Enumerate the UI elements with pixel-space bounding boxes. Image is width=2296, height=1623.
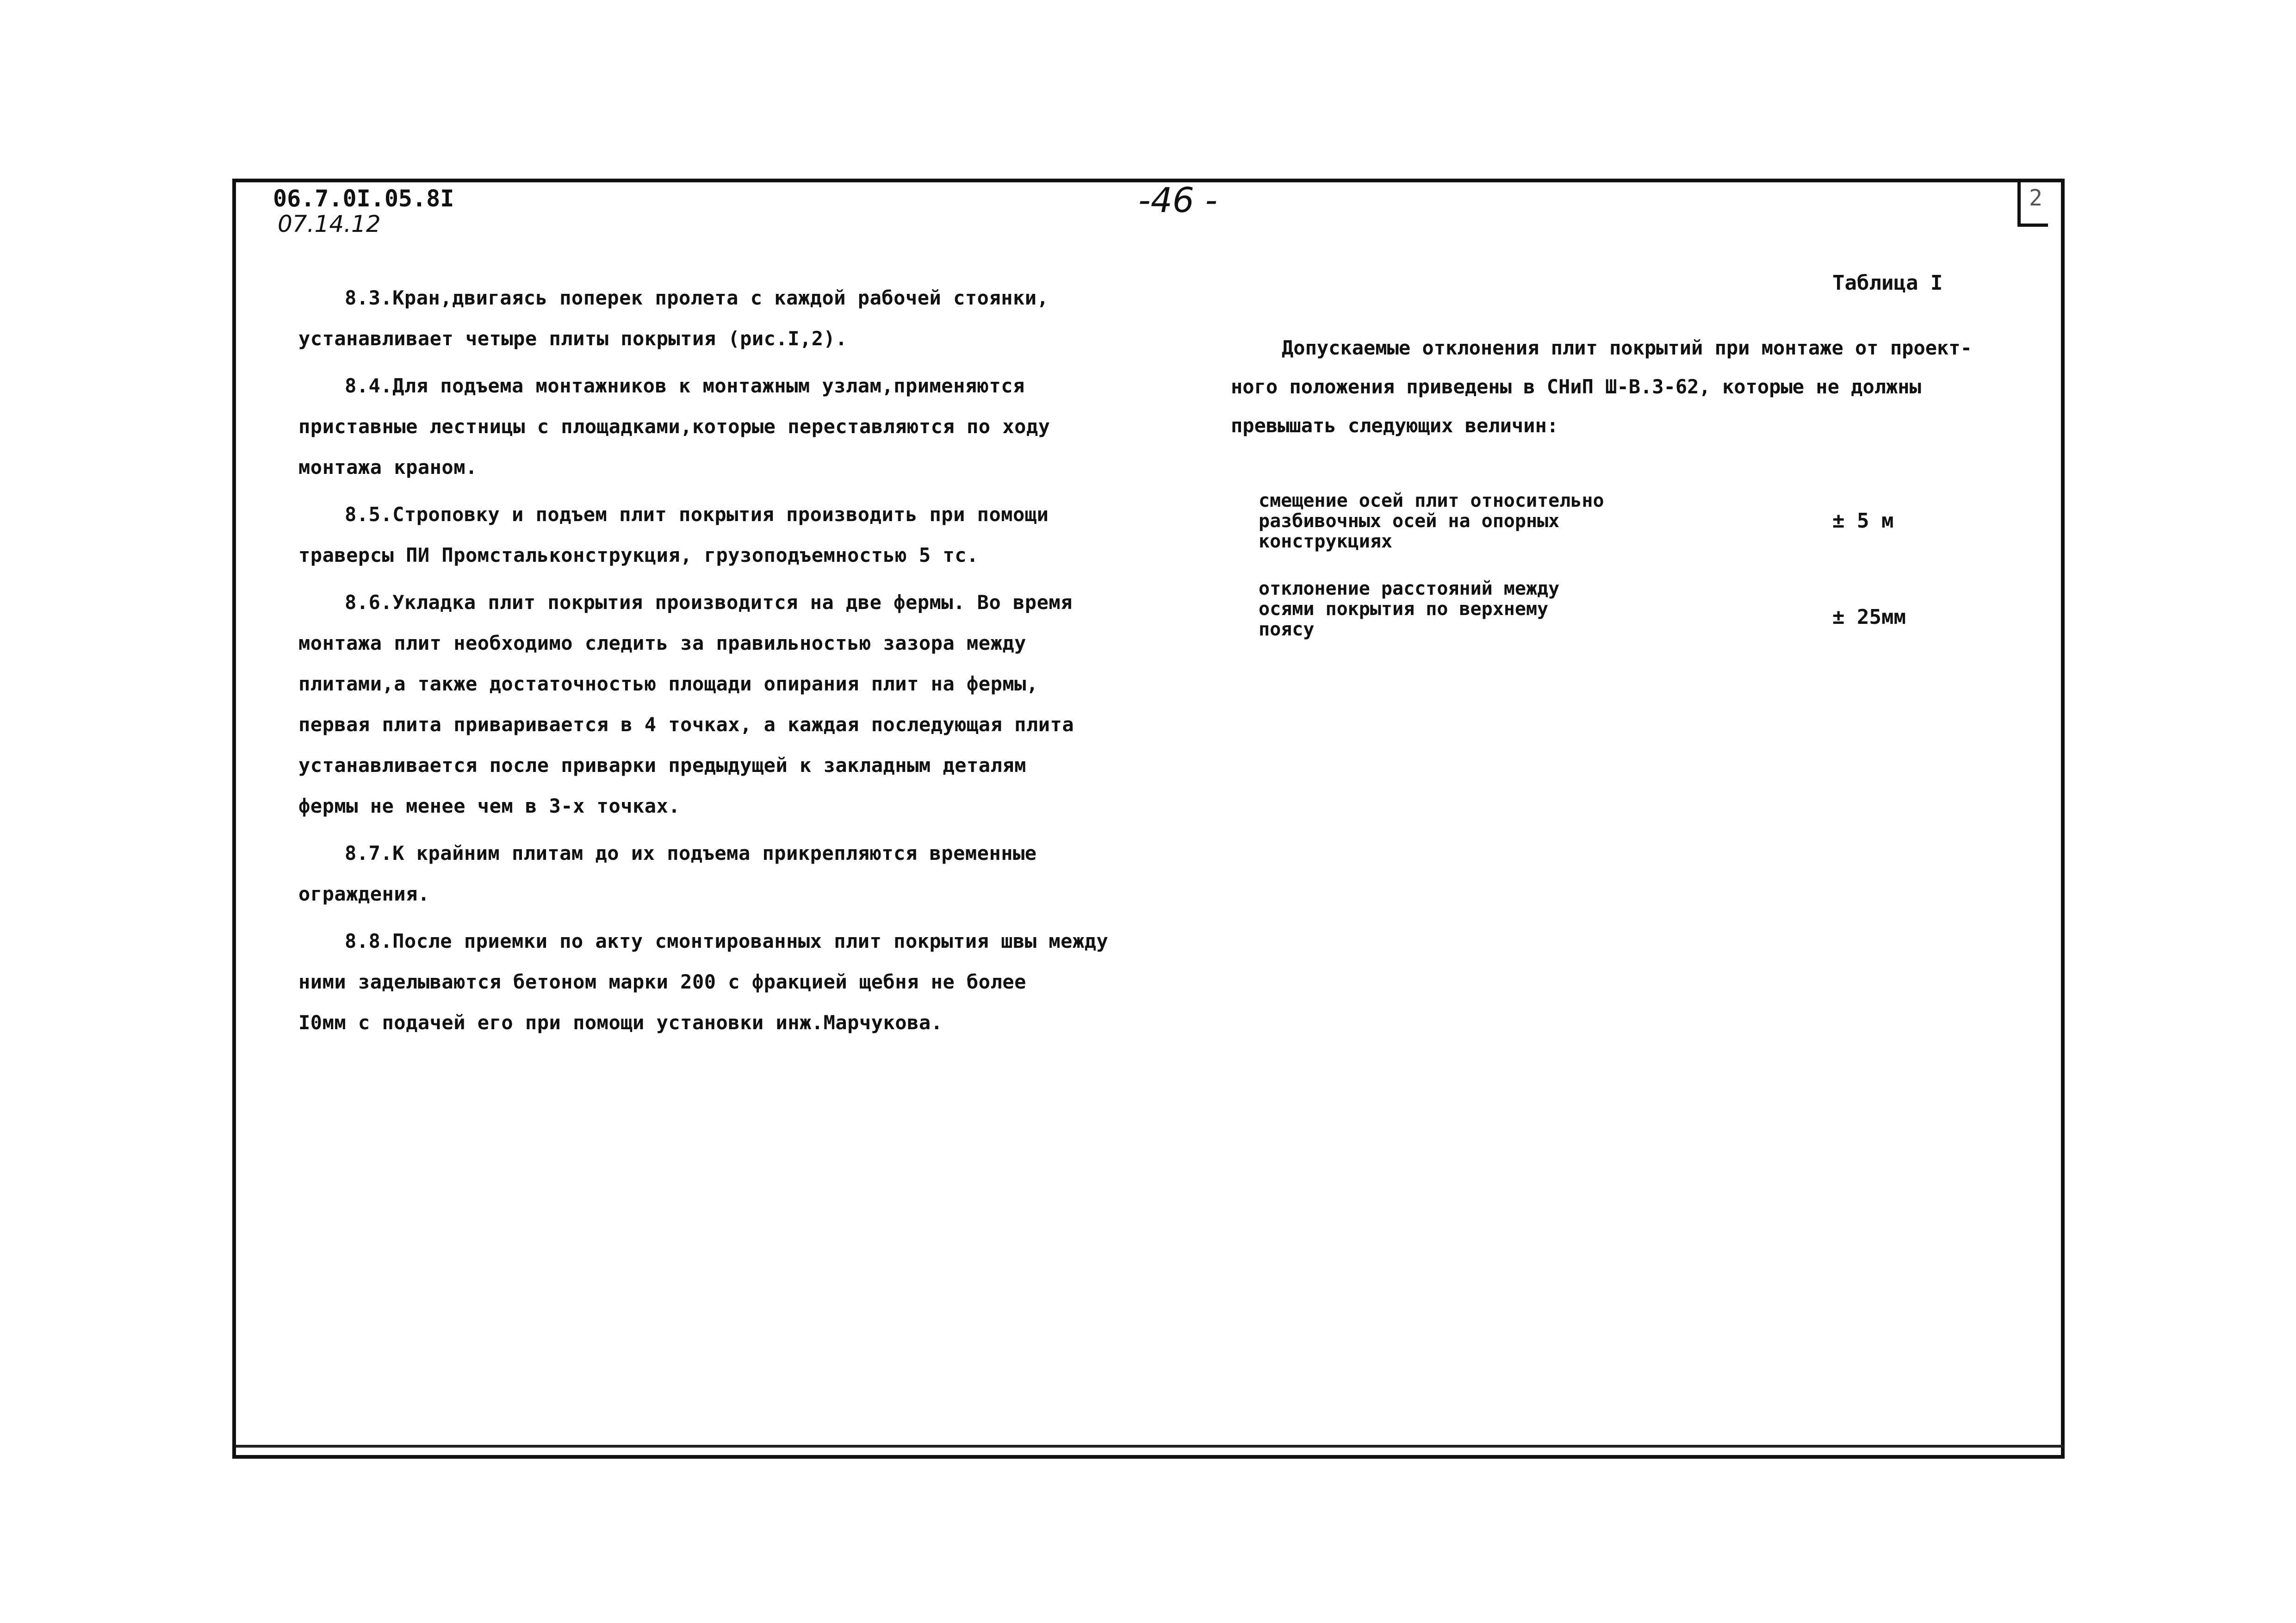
tolerance-value: ± 5 м bbox=[1832, 509, 1894, 533]
bottom-rule bbox=[236, 1445, 2064, 1448]
paragraph-8-7: 8.7.К крайним плитам до их подъема прикрепляются временные ограждения. bbox=[298, 842, 1037, 905]
tolerance-row bbox=[1259, 491, 1953, 552]
paragraph-8-4: 8.4.Для подъема монтажников к монтажным узлам,применяются приставные лестницы с площадками,которые переставляются по ходу монтажа краном. bbox=[298, 374, 1050, 479]
tolerance-description: отклонение расстояний между осями покрытия по верхнему поясу bbox=[1259, 578, 1560, 640]
paragraph-8-8: 8.8.После приемки по акту смонтированных плит покрытия швы между ними заделываются бетоном марки 200 с фракцией щебня не более I0мм с подачей его при помощи установки инж.Марчукова. bbox=[298, 930, 1109, 1034]
table-intro: Допускаемые отклонения плит покрытий при монтаже от проект- ного положения приведены в СНиП Ш-В.3-62, которые не должны превышать следующих величин: bbox=[1231, 336, 1972, 437]
table-title: Таблица I bbox=[1832, 271, 1943, 295]
left-column bbox=[298, 278, 1150, 1050]
corner-mark: 2 bbox=[2029, 185, 2042, 211]
paragraph-8-5: 8.5.Строповку и подъем плит покрытия производить при помощи траверсы ПИ Промстальконструкция, грузоподъемностью 5 тс. bbox=[298, 503, 1049, 566]
page-number: -46 - bbox=[1138, 180, 1218, 220]
handwritten-code: 07.14.12 bbox=[278, 211, 381, 237]
document-code: 06.7.0I.05.8I bbox=[273, 185, 454, 212]
paragraph-8-6: 8.6.Укладка плит покрытия производится на две фермы. Во время монтажа плит необходимо следить за правильностью зазора между плитами,а также достаточностью площади опирания плит на фермы, первая плита приваривается в 4 точках, а каждая последующая плита устанавливается после приварки предыдущей к закладным деталям фермы не менее чем в 3-х точках. bbox=[298, 591, 1074, 817]
tolerance-value: ± 25мм bbox=[1832, 605, 1906, 629]
tolerance-description: смещение осей плит относительно разбивочных осей на опорных конструкциях bbox=[1259, 490, 1604, 552]
tolerance-row bbox=[1259, 578, 1953, 640]
paragraph-8-3: 8.3.Кран,двигаясь поперек пролета с каждой рабочей стоянки, устанавливает четыре плиты покрытия (рис.I,2). bbox=[298, 286, 1049, 350]
